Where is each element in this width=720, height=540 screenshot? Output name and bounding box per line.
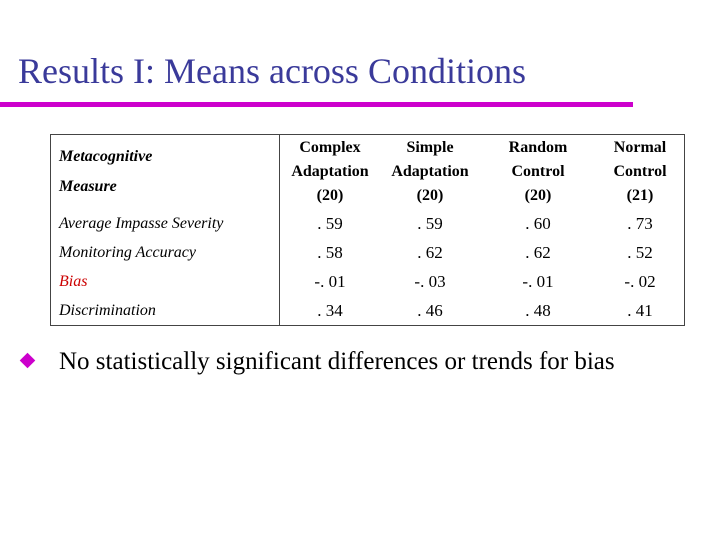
column-header-line: Random [508,139,568,156]
table-row [51,209,685,238]
table-cell: . 62 [417,242,443,262]
column-header-line: (20) [524,187,552,204]
slide-title: Results I: Means across Conditions [18,51,526,91]
title-underline [0,102,633,107]
header-row [51,135,685,210]
measure-header [51,135,280,210]
table-cell: . 60 [525,213,551,233]
table-cell: -. 01 [280,267,381,296]
column-header-line: Complex [299,139,361,156]
measure-header-line2: Measure [59,178,117,195]
table-cell: . 48 [480,296,596,326]
table-cell: . 59 [417,213,443,233]
table-cell: -. 01 [522,271,554,291]
table-cell: . 46 [380,296,480,326]
table-cell: . 59 [280,209,381,238]
column-header-line: Control [613,163,667,180]
table-cell: . 58 [280,238,381,267]
table-cell: . 41 [596,296,685,326]
bullet-text: No statistically significant differences or trends for bias [59,348,615,375]
table-cell: . 73 [596,209,685,238]
table-row [51,238,685,267]
column-header-complex-adaptation [280,135,381,210]
measure-header-line1: Metacognitive [59,148,153,165]
column-header-line: Control [511,163,565,180]
table-cell: -. 03 [414,271,446,291]
table-cell: . 52 [596,238,685,267]
table-cell: -. 02 [596,267,685,296]
column-header-simple-adaptation [380,135,480,210]
column-header-line: Simple [406,139,454,156]
column-header-normal-control [596,135,685,210]
column-header-line: (20) [416,187,444,204]
column-header-random-control [480,135,596,210]
column-header-line: Adaptation [291,163,369,180]
diamond-bullet-icon [20,353,36,369]
row-label: Average Impasse Severity [51,209,280,238]
row-label: Monitoring Accuracy [51,238,280,267]
table-cell: . 62 [525,242,551,262]
results-table [50,134,685,326]
table-row [51,296,685,326]
table-cell: . 34 [280,296,381,326]
column-header-line: (21) [626,187,654,204]
bullet-point [22,348,615,376]
column-header-line: (20) [316,187,344,204]
row-label: Discrimination [51,296,280,326]
column-header-line: Adaptation [391,163,469,180]
column-header-line: Normal [613,139,667,156]
row-label-bias: Bias [51,267,280,296]
table-row [51,267,685,296]
